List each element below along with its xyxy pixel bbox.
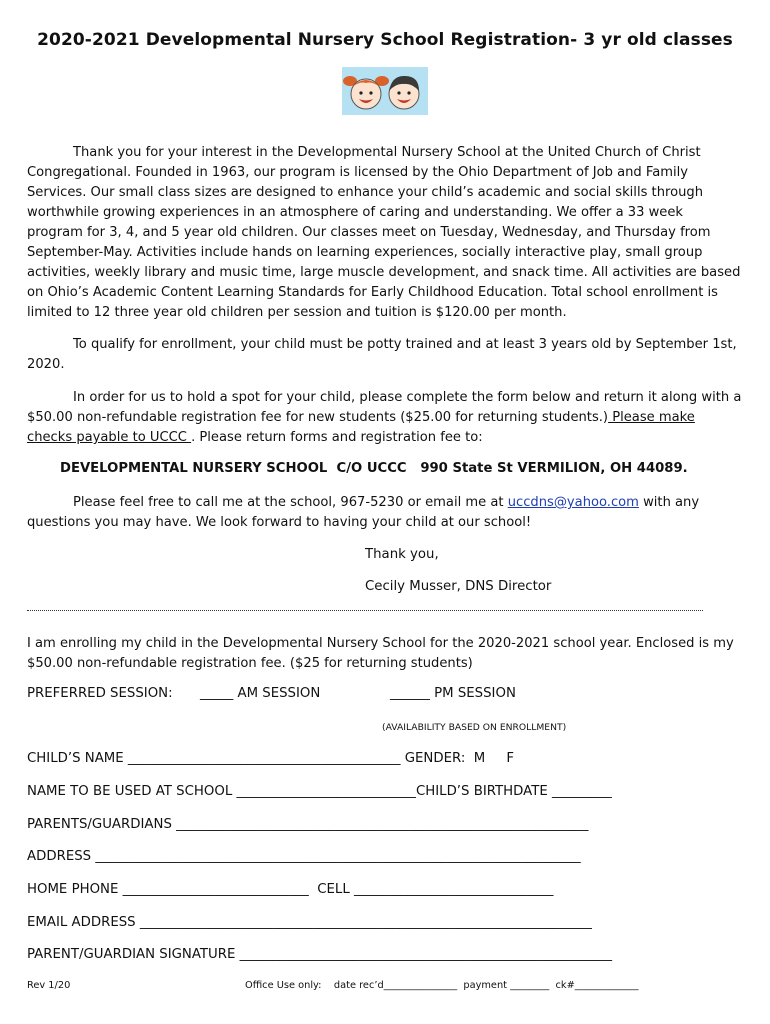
intro-paragraph-2: To qualify for enrollment, your child must be potty trained and at least 3 years old by September 1st, 2020. xyxy=(27,337,737,372)
kids-faces-icon xyxy=(342,67,428,115)
parents-guardians-field[interactable]: PARENTS/GUARDIANS ______________________________________________________________ xyxy=(27,817,589,832)
phone-cell-field[interactable]: HOME PHONE ____________________________ CELL ______________________________ xyxy=(27,882,554,897)
intro-paragraph-1: Thank you for your interest in the Developmental Nursery School at the United Church of Christ Congregational. Founded in 1963, our program is licensed by the Ohio Department of Job and Family Services. Our small class sizes are designed to enhance your child’s academic and social skills through worthwhile growing experiences in an atmosphere of caring and understanding. We offer a 33 week program for 3, 4, and 5 year old children. Our classes meet on Tuesday, Wednesday, and Thursday from September-May. Activities include hands on learning experiences, socially interactive play, small group activities, weekly library and music time, large muscle development, and snack time. All activities are based on Ohio’s Academic Content Learning Standards for Early Childhood Education. Total school enrollment is limited to 12 three year old children per session and tuition is $120.00 per month. xyxy=(27,145,741,320)
guardian-signature-field[interactable]: PARENT/GUARDIAN SIGNATURE ________________________________________________________ xyxy=(27,947,612,962)
payable-instruction: Please make checks payable to UCCC xyxy=(27,410,695,445)
intro-paragraph-3: In order for us to hold a spot for your child, please complete the form below and return it along with a $50.00 non-refundable registration fee for new students ($25.00 for returning students.) Please make checks payable to UCCC . Please return forms and registration fee to: xyxy=(27,390,742,445)
closing-thanks: Thank you, xyxy=(365,547,439,562)
kids-clipart xyxy=(342,67,428,115)
address-field[interactable]: ADDRESS _________________________________________________________________________ xyxy=(27,849,581,864)
mailing-address: DEVELOPMENTAL NURSERY SCHOOL C/O UCCC 990 State St VERMILION, OH 44089. xyxy=(60,461,688,476)
director-signature: Cecily Musser, DNS Director xyxy=(365,579,552,594)
cut-line-divider xyxy=(27,610,703,611)
intro-paragraph-4: Please feel free to call me at the school, 967-5230 or email me at uccdns@yahoo.com with any questions you may have. We look forward to having your child at our school! xyxy=(27,495,700,530)
preferred-session-label: PREFERRED SESSION: xyxy=(27,686,173,701)
availability-note: (AVAILABILITY BASED ON ENROLLMENT) xyxy=(382,722,567,733)
school-name-birthdate-field[interactable]: NAME TO BE USED AT SCHOOL ___________________________CHILD’S BIRTHDATE _________ xyxy=(27,784,612,799)
enrollment-statement: I am enrolling my child in the Developmental Nursery School for the 2020-2021 school year. Enclosed is my $50.00 non-refundable registration fee. ($25 for returning students) xyxy=(27,636,734,671)
pm-session-option[interactable]: ______ PM SESSION xyxy=(390,686,516,701)
office-use-line: Office Use only: date rec’d_______________ payment ________ ck#_____________ xyxy=(245,980,639,991)
childs-name-field[interactable]: CHILD’S NAME _________________________________________ GENDER: M F xyxy=(27,751,515,766)
email-link[interactable]: uccdns@yahoo.com xyxy=(507,495,639,510)
email-address-field[interactable]: EMAIL ADDRESS ____________________________________________________________________ xyxy=(27,915,592,930)
revision-label: Rev 1/20 xyxy=(27,980,71,991)
am-session-option[interactable]: _____ AM SESSION xyxy=(200,686,321,701)
page-title: 2020-2021 Developmental Nursery School Registration- 3 yr old classes xyxy=(37,30,733,50)
